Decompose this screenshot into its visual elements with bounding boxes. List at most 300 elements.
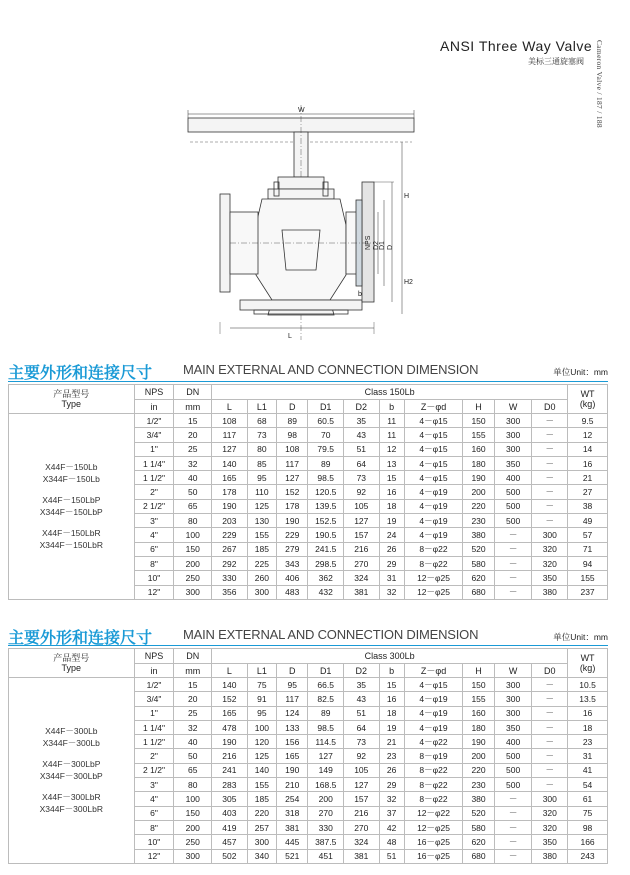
table-cell: 230 xyxy=(463,514,494,528)
table-cell: 257 xyxy=(247,820,276,834)
table-cell: 20 xyxy=(174,692,212,706)
table-cell: 580 xyxy=(463,820,494,834)
table-cell: 4" xyxy=(134,528,174,542)
subheader-cell: D2 xyxy=(344,400,380,414)
table-cell: 57 xyxy=(568,528,608,542)
table-cell: 13 xyxy=(379,456,404,470)
table-cell: － xyxy=(532,735,568,749)
table-cell: 8－φ22 xyxy=(404,778,463,792)
table-cell: 80 xyxy=(247,442,276,456)
type-model: X344F－300LbP xyxy=(39,771,103,782)
table-cell: 155 xyxy=(463,692,494,706)
table-cell: 457 xyxy=(212,835,248,849)
subheader-cell: L xyxy=(212,400,248,414)
table-cell: 216 xyxy=(212,749,248,763)
table-cell: 12 xyxy=(568,428,608,442)
table-cell: 152.5 xyxy=(308,514,344,528)
table-cell: 2" xyxy=(134,485,174,499)
table-cell: 117 xyxy=(277,456,308,470)
table-cell: 43 xyxy=(344,692,380,706)
dim-label-h2: H2 xyxy=(404,279,413,286)
page-title: ANSI Three Way Valve xyxy=(440,38,593,54)
table-cell: 180 xyxy=(463,456,494,470)
table-cell: 32 xyxy=(379,585,404,599)
dim-label-w: W xyxy=(298,107,305,114)
unit-label: 单位Unit：mm xyxy=(553,367,608,377)
table-cell: 21 xyxy=(379,735,404,749)
subheader-cell: in xyxy=(134,664,174,678)
table-cell: 12" xyxy=(134,849,174,863)
table-cell: 92 xyxy=(344,485,380,499)
table-cell: 51 xyxy=(344,706,380,720)
table-cell: 117 xyxy=(277,692,308,706)
table-cell: 4－φ19 xyxy=(404,692,463,706)
table-cell: 250 xyxy=(174,835,212,849)
table-cell: 18 xyxy=(568,720,608,734)
table-cell: 79.5 xyxy=(308,442,344,456)
table-cell: 70 xyxy=(308,428,344,442)
table-cell: 200 xyxy=(174,556,212,570)
table-cell: 500 xyxy=(494,763,532,777)
table-cell: 120 xyxy=(247,735,276,749)
table-cell: 19 xyxy=(379,514,404,528)
table-cell: 4－φ19 xyxy=(404,485,463,499)
header-type: 产品型号 Type xyxy=(9,385,135,414)
table-cell: 8－φ22 xyxy=(404,542,463,556)
table-cell: 190.5 xyxy=(308,528,344,542)
table-cell: － xyxy=(532,763,568,777)
table-cell: 65 xyxy=(174,763,212,777)
table-cell: 26 xyxy=(379,763,404,777)
header-dn: DN xyxy=(174,649,212,664)
table-cell: － xyxy=(494,835,532,849)
type-model: X344F－300Lb xyxy=(42,738,100,749)
table-cell: 20 xyxy=(174,428,212,442)
table-cell: 343 xyxy=(277,556,308,570)
table-cell: 1 1/4" xyxy=(134,456,174,470)
table-cell: 216 xyxy=(344,806,380,820)
table-cell: 124 xyxy=(277,706,308,720)
table-header-row xyxy=(9,649,608,664)
table-cell: 168.5 xyxy=(308,778,344,792)
table-cell: 3" xyxy=(134,514,174,528)
table-cell: 4－φ15 xyxy=(404,428,463,442)
table-cell: 18 xyxy=(379,499,404,513)
table-cell: 320 xyxy=(532,806,568,820)
table-cell: 298.5 xyxy=(308,556,344,570)
table-cell: 190 xyxy=(277,514,308,528)
table-cell: 620 xyxy=(463,571,494,585)
table-cell: 130 xyxy=(247,514,276,528)
table-cell: 9.5 xyxy=(568,414,608,428)
table-cell: 48 xyxy=(379,835,404,849)
table-cell: 75 xyxy=(568,806,608,820)
subheader-cell: Z－φd xyxy=(404,664,463,678)
table-cell: 381 xyxy=(277,820,308,834)
type-model: X44F－150LbR xyxy=(42,528,101,539)
type-group xyxy=(9,791,134,815)
table-cell: 80 xyxy=(174,514,212,528)
subheader-cell: D0 xyxy=(532,664,568,678)
table-cell: 225 xyxy=(247,556,276,570)
table-cell: 73 xyxy=(344,735,380,749)
table-cell: 150 xyxy=(174,542,212,556)
table-cell: 95 xyxy=(247,471,276,485)
table-cell: 521 xyxy=(277,849,308,863)
table-cell: － xyxy=(494,571,532,585)
table-cell: 50 xyxy=(174,485,212,499)
table-cell: 1 1/4" xyxy=(134,720,174,734)
table-cell: 15 xyxy=(379,678,404,692)
table-cell: 15 xyxy=(174,414,212,428)
type-group xyxy=(9,461,134,485)
table-cell: 95 xyxy=(247,706,276,720)
subheader-cell: mm xyxy=(174,664,212,678)
table-cell: 6" xyxy=(134,542,174,556)
type-model: X44F－150LbP xyxy=(42,495,101,506)
type-model: X44F－300LbP xyxy=(42,759,101,770)
table-cell: 241.5 xyxy=(308,542,344,556)
table-cell: 229 xyxy=(277,528,308,542)
table-cell: 139.5 xyxy=(308,499,344,513)
table-cell: 4－φ15 xyxy=(404,678,463,692)
table-cell: 419 xyxy=(212,820,248,834)
subheader-cell: D xyxy=(277,664,308,678)
table-cell: 4－φ15 xyxy=(404,414,463,428)
dim-label-l: L xyxy=(288,333,292,340)
table-cell: 320 xyxy=(532,556,568,570)
table-cell: 4－φ19 xyxy=(404,528,463,542)
section-title-en: MAIN EXTERNAL AND CONNECTION DIMENSION xyxy=(183,362,479,377)
table-cell: 50 xyxy=(174,749,212,763)
table-cell: － xyxy=(494,806,532,820)
table-cell: 483 xyxy=(277,585,308,599)
table-cell: 18 xyxy=(379,706,404,720)
table-cell: 190 xyxy=(463,471,494,485)
table-cell: 6" xyxy=(134,806,174,820)
table-cell: 200 xyxy=(463,749,494,763)
type-group xyxy=(9,725,134,749)
table-cell: 108 xyxy=(212,414,248,428)
table-cell: 502 xyxy=(212,849,248,863)
table-cell: 203 xyxy=(212,514,248,528)
table-cell: 3" xyxy=(134,778,174,792)
table-cell: 127 xyxy=(308,749,344,763)
unit-label: 单位Unit：mm xyxy=(553,632,608,642)
table-cell: － xyxy=(532,749,568,763)
table-cell: － xyxy=(532,456,568,470)
table-cell: 478 xyxy=(212,720,248,734)
subheader-cell: D1 xyxy=(308,664,344,678)
type-group xyxy=(9,494,134,518)
subheader-cell: D xyxy=(277,400,308,414)
table-cell: 356 xyxy=(212,585,248,599)
subheader-cell: D2 xyxy=(344,664,380,678)
table-cell: 32 xyxy=(174,456,212,470)
table-cell: 35 xyxy=(344,414,380,428)
table-cell: 1/2" xyxy=(134,678,174,692)
table-cell: 98 xyxy=(277,428,308,442)
table-cell: 29 xyxy=(379,778,404,792)
table-cell: － xyxy=(532,692,568,706)
table-cell: 160 xyxy=(463,442,494,456)
subheader-cell: L1 xyxy=(247,400,276,414)
table-cell: 114.5 xyxy=(308,735,344,749)
table-cell: 15 xyxy=(174,678,212,692)
table-cell: 152 xyxy=(212,692,248,706)
table-cell: 150 xyxy=(463,678,494,692)
table-cell: 500 xyxy=(494,499,532,513)
table-cell: 21 xyxy=(568,471,608,485)
table-cell: 324 xyxy=(344,571,380,585)
table-cell: 19 xyxy=(379,720,404,734)
table-cell: 318 xyxy=(277,806,308,820)
table-cell: 125 xyxy=(247,749,276,763)
table-cell: 387.5 xyxy=(308,835,344,849)
table-cell: 89 xyxy=(308,706,344,720)
table-cell: 350 xyxy=(532,835,568,849)
table-cell: 220 xyxy=(247,806,276,820)
table-cell: 237 xyxy=(568,585,608,599)
header-nps: NPS xyxy=(134,649,174,664)
table-cell: 68 xyxy=(247,414,276,428)
table-cell: 95 xyxy=(277,678,308,692)
table-cell: 4－φ19 xyxy=(404,514,463,528)
table-cell: 210 xyxy=(277,778,308,792)
table-cell: 243 xyxy=(568,849,608,863)
table-cell: 12 xyxy=(379,442,404,456)
dim-label-d1: D1 xyxy=(379,241,386,250)
table-cell: 85 xyxy=(247,456,276,470)
table-cell: 91 xyxy=(247,692,276,706)
table-cell: 680 xyxy=(463,849,494,863)
table-cell: 51 xyxy=(379,849,404,863)
table-cell: 380 xyxy=(532,849,568,863)
table-cell: 3/4" xyxy=(134,692,174,706)
table-cell: 160 xyxy=(463,706,494,720)
table-cell: 152 xyxy=(277,485,308,499)
table-cell: 220 xyxy=(463,763,494,777)
table-cell: 156 xyxy=(277,735,308,749)
table-cell: 403 xyxy=(212,806,248,820)
table-cell: 350 xyxy=(532,571,568,585)
table-cell: 157 xyxy=(344,792,380,806)
dim-label-nps: NPS xyxy=(365,235,372,250)
table-cell: 4－φ19 xyxy=(404,720,463,734)
subheader-cell: Z－φd xyxy=(404,400,463,414)
table-cell: 31 xyxy=(568,749,608,763)
table-cell: 27 xyxy=(568,485,608,499)
table-cell: 300 xyxy=(247,585,276,599)
table-cell: 26 xyxy=(379,542,404,556)
table-cell: － xyxy=(494,528,532,542)
table-cell: 200 xyxy=(463,485,494,499)
table-cell: 100 xyxy=(247,720,276,734)
page-subtitle: 美标三通旋塞阀 xyxy=(528,57,584,66)
table-cell: 190 xyxy=(277,763,308,777)
table-cell: 3/4" xyxy=(134,428,174,442)
subheader-cell: W xyxy=(494,400,532,414)
table-cell: 300 xyxy=(174,585,212,599)
table-cell: 241 xyxy=(212,763,248,777)
table-cell: 35 xyxy=(344,678,380,692)
table-cell: 8－φ19 xyxy=(404,749,463,763)
table-cell: 300 xyxy=(494,442,532,456)
table-cell: 11 xyxy=(379,428,404,442)
table-cell: 283 xyxy=(212,778,248,792)
table-cell: 82.5 xyxy=(308,692,344,706)
table-cell: 4－φ22 xyxy=(404,735,463,749)
table-cell: 432 xyxy=(308,585,344,599)
table-cell: 105 xyxy=(344,763,380,777)
table-cell: 75 xyxy=(247,678,276,692)
table-cell: 105 xyxy=(344,499,380,513)
table-cell: － xyxy=(494,556,532,570)
type-model: X344F－150LbR xyxy=(39,540,103,551)
table-cell: 155 xyxy=(247,528,276,542)
type-model: X344F－300LbR xyxy=(39,804,103,815)
table-cell: 40 xyxy=(174,471,212,485)
table-cell: 185 xyxy=(247,792,276,806)
table-header-row xyxy=(9,385,608,400)
table-cell: 12－φ25 xyxy=(404,820,463,834)
table-cell: 500 xyxy=(494,485,532,499)
subheader-cell: D0 xyxy=(532,400,568,414)
table-cell: 380 xyxy=(463,528,494,542)
table-cell: 267 xyxy=(212,542,248,556)
table-cell: 155 xyxy=(247,778,276,792)
table-cell: 12－φ25 xyxy=(404,571,463,585)
table-cell: － xyxy=(532,485,568,499)
table-cell: 127 xyxy=(344,514,380,528)
type-model: X44F－300LbR xyxy=(42,792,101,803)
table-cell: － xyxy=(532,471,568,485)
table-cell: 12" xyxy=(134,585,174,599)
table-cell: 24 xyxy=(379,528,404,542)
table-cell: 350 xyxy=(494,456,532,470)
type-group xyxy=(9,527,134,551)
table-cell: 23 xyxy=(379,749,404,763)
table-cell: 400 xyxy=(494,471,532,485)
table-cell: 216 xyxy=(344,542,380,556)
table-cell: 1" xyxy=(134,706,174,720)
table-cell: － xyxy=(532,514,568,528)
subheader-cell: in xyxy=(134,400,174,414)
table-cell: 1/2" xyxy=(134,414,174,428)
table-cell: 16 xyxy=(568,706,608,720)
table-cell: 4－φ19 xyxy=(404,706,463,720)
table-cell: － xyxy=(494,820,532,834)
table-cell: 320 xyxy=(532,542,568,556)
table-cell: 500 xyxy=(494,778,532,792)
table-cell: 13.5 xyxy=(568,692,608,706)
table-cell: 23 xyxy=(568,735,608,749)
table-cell: 165 xyxy=(277,749,308,763)
subheader-cell: b xyxy=(379,664,404,678)
table-cell: 64 xyxy=(344,720,380,734)
type-cell xyxy=(9,414,135,600)
table-cell: 120.5 xyxy=(308,485,344,499)
section-title-cn: 主要外形和连接尺寸 xyxy=(8,365,153,382)
table-cell: 8" xyxy=(134,820,174,834)
dimension-table-150 xyxy=(8,384,608,600)
table-cell: 300 xyxy=(532,792,568,806)
table-cell: － xyxy=(532,428,568,442)
table-cell: 11 xyxy=(379,414,404,428)
table-cell: 8－φ22 xyxy=(404,763,463,777)
table-cell: 520 xyxy=(463,542,494,556)
subheader-cell: H xyxy=(463,400,494,414)
table-cell: 37 xyxy=(379,806,404,820)
table-cell: － xyxy=(494,792,532,806)
table-cell: 250 xyxy=(174,571,212,585)
table-cell: 32 xyxy=(174,720,212,734)
type-model: X344F－150Lb xyxy=(42,474,100,485)
table-cell: 445 xyxy=(277,835,308,849)
table-cell: － xyxy=(494,585,532,599)
table-cell: 10" xyxy=(134,571,174,585)
table-cell: 16 xyxy=(379,692,404,706)
header-wt: WT (kg) xyxy=(568,385,608,414)
table-cell: 100 xyxy=(174,528,212,542)
table-cell: 380 xyxy=(463,792,494,806)
table-cell: 2 1/2" xyxy=(134,763,174,777)
table-cell: 98.5 xyxy=(308,720,344,734)
table-cell: 292 xyxy=(212,556,248,570)
table-cell: 73 xyxy=(247,428,276,442)
table-cell: 380 xyxy=(532,585,568,599)
table-cell: 254 xyxy=(277,792,308,806)
table-cell: 580 xyxy=(463,556,494,570)
table-cell: 300 xyxy=(494,414,532,428)
table-cell: － xyxy=(532,499,568,513)
table-cell: 4" xyxy=(134,792,174,806)
table-cell: 324 xyxy=(344,835,380,849)
dim-label-h: H xyxy=(404,193,410,200)
section-header-150 xyxy=(8,360,608,380)
table-cell: 362 xyxy=(308,571,344,585)
table-cell: 155 xyxy=(463,428,494,442)
table-cell: 4－φ15 xyxy=(404,442,463,456)
table-cell: 25 xyxy=(174,442,212,456)
table-cell: 190 xyxy=(212,499,248,513)
table-cell: 330 xyxy=(212,571,248,585)
table-cell: 140 xyxy=(212,678,248,692)
section-header-300 xyxy=(8,625,608,645)
table-cell: － xyxy=(532,414,568,428)
table-cell: 300 xyxy=(494,428,532,442)
table-cell: 381 xyxy=(344,585,380,599)
table-row xyxy=(9,414,608,428)
table-cell: 166 xyxy=(568,835,608,849)
section-divider xyxy=(8,645,608,646)
table-cell: 300 xyxy=(494,678,532,692)
subheader-cell: b xyxy=(379,400,404,414)
table-cell: 220 xyxy=(463,499,494,513)
table-cell: 165 xyxy=(212,706,248,720)
dim-label-d2: D2 xyxy=(373,241,380,250)
table-cell: 200 xyxy=(174,820,212,834)
table-cell: 178 xyxy=(212,485,248,499)
table-cell: 140 xyxy=(247,763,276,777)
table-cell: 4－φ15 xyxy=(404,456,463,470)
header-type: 产品型号 Type xyxy=(9,649,135,678)
table-cell: 4－φ15 xyxy=(404,471,463,485)
table-cell: 8－φ22 xyxy=(404,556,463,570)
table-cell: 25 xyxy=(174,706,212,720)
table-cell: 270 xyxy=(344,820,380,834)
table-cell: 150 xyxy=(463,414,494,428)
